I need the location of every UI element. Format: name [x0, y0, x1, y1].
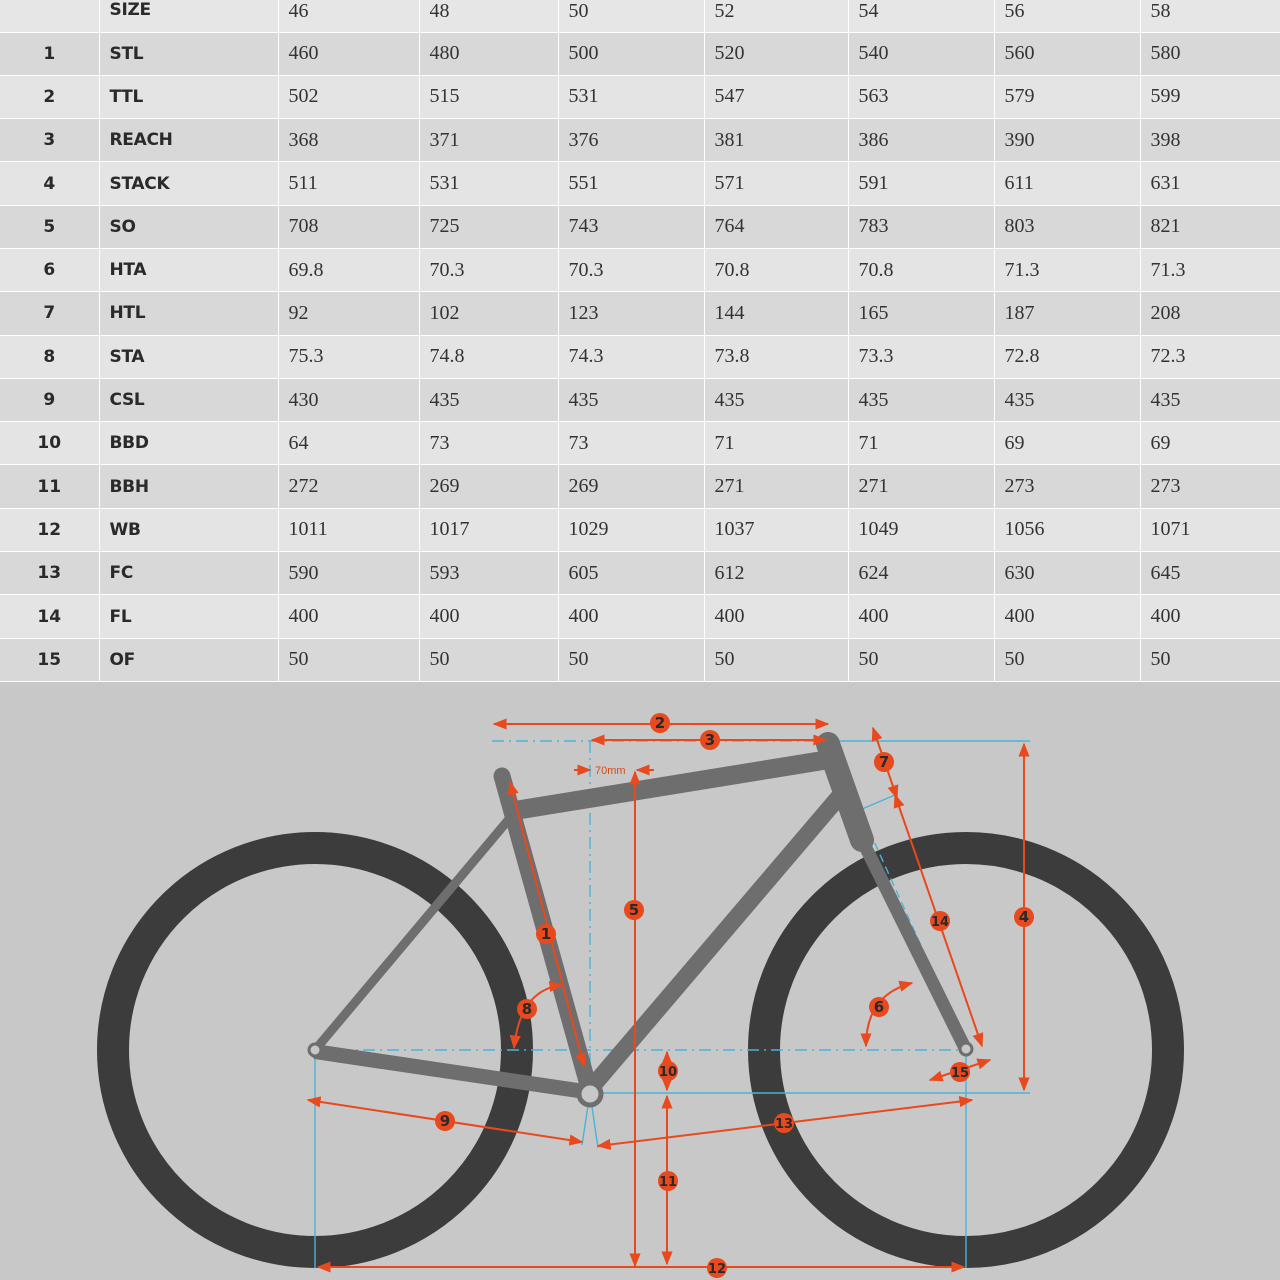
dimension-marker-2 [650, 713, 670, 733]
row-abbreviation: BBH [99, 465, 278, 508]
row-abbreviation: HTA [99, 248, 278, 291]
table-cell: 764 [704, 205, 848, 248]
row-number: 13 [0, 552, 99, 595]
table-row [0, 248, 1280, 291]
table-cell: 547 [704, 75, 848, 118]
table-cell: 102 [419, 292, 558, 335]
table-cell: 390 [994, 119, 1140, 162]
table-cell: 70.3 [558, 248, 704, 291]
table-cell: 398 [1140, 119, 1280, 162]
table-cell: 571 [704, 162, 848, 205]
table-cell: 531 [558, 75, 704, 118]
table-cell: 123 [558, 292, 704, 335]
dimension-marker-label: 11 [658, 1175, 678, 1190]
table-cell: 612 [704, 552, 848, 595]
table-cell: 435 [994, 378, 1140, 421]
bike-geometry-diagram [0, 696, 1280, 1280]
table-cell: 269 [419, 465, 558, 508]
table-cell: 376 [558, 119, 704, 162]
row-number: 9 [0, 378, 99, 421]
dimension-marker-label: 8 [521, 1000, 533, 1018]
dimension-marker-6 [869, 997, 889, 1017]
table-cell: 540 [848, 32, 994, 75]
table-header-row [0, 0, 1280, 32]
size-header-cell: 56 [994, 0, 1140, 32]
dimension-marker-4 [1014, 907, 1034, 927]
table-cell: 551 [558, 162, 704, 205]
table-cell: 502 [278, 75, 419, 118]
table-cell: 371 [419, 119, 558, 162]
table-cell: 50 [704, 638, 848, 681]
table-cell: 400 [848, 595, 994, 638]
row-abbreviation: STA [99, 335, 278, 378]
dimension-marker-label: 7 [878, 753, 890, 771]
table-cell: 1056 [994, 508, 1140, 551]
table-row [0, 335, 1280, 378]
table-cell: 480 [419, 32, 558, 75]
dimension-marker-label: 1 [540, 925, 552, 943]
table-cell: 50 [419, 638, 558, 681]
table-cell: 72.8 [994, 335, 1140, 378]
dimension-marker-14 [930, 911, 950, 931]
table-cell: 71.3 [994, 248, 1140, 291]
row-number: 6 [0, 248, 99, 291]
table-cell: 599 [1140, 75, 1280, 118]
table-cell: 50 [558, 638, 704, 681]
row-abbreviation: STL [99, 32, 278, 75]
dimension-marker-11 [658, 1171, 678, 1191]
table-cell: 73 [419, 422, 558, 465]
table-cell: 645 [1140, 552, 1280, 595]
table-cell: 273 [1140, 465, 1280, 508]
table-cell: 400 [558, 595, 704, 638]
table-cell: 70.8 [704, 248, 848, 291]
size-header-cell: 52 [704, 0, 848, 32]
table-cell: 1011 [278, 508, 419, 551]
row-abbreviation: BBD [99, 422, 278, 465]
row-number: 5 [0, 205, 99, 248]
table-row [0, 378, 1280, 421]
table-row [0, 75, 1280, 118]
table-cell: 435 [558, 378, 704, 421]
table-cell: 50 [994, 638, 1140, 681]
table-cell: 69 [994, 422, 1140, 465]
table-cell: 165 [848, 292, 994, 335]
dimension-marker-15 [950, 1062, 970, 1082]
table-cell: 69 [1140, 422, 1280, 465]
dimension-marker-label: 15 [950, 1066, 970, 1081]
table-row [0, 552, 1280, 595]
table-cell: 520 [704, 32, 848, 75]
bike-frame [309, 744, 972, 1105]
dimension-marker-13 [774, 1113, 794, 1133]
table-row [0, 205, 1280, 248]
dimension-marker-label: 12 [707, 1262, 727, 1277]
table-cell: 743 [558, 205, 704, 248]
dimension-marker-5 [624, 900, 644, 920]
table-cell: 381 [704, 119, 848, 162]
table-cell: 74.3 [558, 335, 704, 378]
table-row [0, 422, 1280, 465]
table-row [0, 119, 1280, 162]
table-cell: 271 [704, 465, 848, 508]
table-cell: 73.3 [848, 335, 994, 378]
dimension-marker-label: 5 [628, 901, 640, 919]
size-header-cell: 50 [558, 0, 704, 32]
table-cell: 708 [278, 205, 419, 248]
table-cell: 515 [419, 75, 558, 118]
dimension-marker-9 [435, 1111, 455, 1131]
dimension-marker-7 [874, 752, 894, 772]
table-row [0, 465, 1280, 508]
row-abbreviation: HTL [99, 292, 278, 335]
table-row [0, 162, 1280, 205]
table-cell: 400 [1140, 595, 1280, 638]
table-cell: 531 [419, 162, 558, 205]
table-cell: 580 [1140, 32, 1280, 75]
dimension-marker-label: 13 [774, 1117, 794, 1132]
size-header-cell: 54 [848, 0, 994, 32]
dimension-marker-label: 9 [439, 1112, 451, 1130]
dimension-marker-label: 10 [658, 1065, 678, 1080]
table-cell: 187 [994, 292, 1140, 335]
offset-label: 70mm [595, 765, 626, 777]
table-cell: 73 [558, 422, 704, 465]
row-number: 12 [0, 508, 99, 551]
row-abbreviation: CSL [99, 378, 278, 421]
row-number: 2 [0, 75, 99, 118]
size-header-cell: 58 [1140, 0, 1280, 32]
table-cell: 73.8 [704, 335, 848, 378]
table-cell: 400 [994, 595, 1140, 638]
row-abbreviation: FL [99, 595, 278, 638]
table-cell: 460 [278, 32, 419, 75]
dimension-marker-1 [536, 924, 556, 944]
table-cell: 1029 [558, 508, 704, 551]
table-cell: 269 [558, 465, 704, 508]
dimension-marker-label: 3 [704, 731, 716, 749]
row-number: 8 [0, 335, 99, 378]
table-cell: 560 [994, 32, 1140, 75]
dimension-marker-label: 2 [654, 714, 666, 732]
table-cell: 271 [848, 465, 994, 508]
row-number: 3 [0, 119, 99, 162]
table-cell: 590 [278, 552, 419, 595]
table-cell: 400 [419, 595, 558, 638]
table-cell: 783 [848, 205, 994, 248]
table-cell: 50 [1140, 638, 1280, 681]
row-abbreviation: OF [99, 638, 278, 681]
row-number: 4 [0, 162, 99, 205]
row-abbreviation: SO [99, 205, 278, 248]
table-cell: 511 [278, 162, 419, 205]
table-cell: 70.3 [419, 248, 558, 291]
dimension-marker-8 [517, 999, 537, 1019]
table-cell: 368 [278, 119, 419, 162]
table-cell: 563 [848, 75, 994, 118]
table-cell: 71.3 [1140, 248, 1280, 291]
row-abbreviation: TTL [99, 75, 278, 118]
table-cell: 71 [704, 422, 848, 465]
dimension-marker-3 [700, 730, 720, 750]
table-cell: 92 [278, 292, 419, 335]
table-cell: 400 [278, 595, 419, 638]
row-abbreviation: WB [99, 508, 278, 551]
table-cell: 1017 [419, 508, 558, 551]
table-cell: 821 [1140, 205, 1280, 248]
table-cell: 579 [994, 75, 1140, 118]
table-cell: 272 [278, 465, 419, 508]
table-cell: 50 [848, 638, 994, 681]
row-abbreviation: REACH [99, 119, 278, 162]
row-number: 11 [0, 465, 99, 508]
row-number: 14 [0, 595, 99, 638]
table-row [0, 638, 1280, 681]
row-number: 1 [0, 32, 99, 75]
table-header-index [0, 0, 99, 32]
dimension-marker-label: 6 [873, 998, 885, 1016]
row-number: 10 [0, 422, 99, 465]
table-cell: 591 [848, 162, 994, 205]
table-cell: 803 [994, 205, 1140, 248]
table-header-label: SIZE [99, 0, 278, 32]
table-row [0, 292, 1280, 335]
table-cell: 273 [994, 465, 1140, 508]
table-cell: 69.8 [278, 248, 419, 291]
dimension-marker-12 [707, 1258, 727, 1278]
table-cell: 611 [994, 162, 1140, 205]
row-number: 15 [0, 638, 99, 681]
table-cell: 430 [278, 378, 419, 421]
table-cell: 725 [419, 205, 558, 248]
table-cell: 64 [278, 422, 419, 465]
table-cell: 74.8 [419, 335, 558, 378]
table-cell: 208 [1140, 292, 1280, 335]
table-cell: 1049 [848, 508, 994, 551]
table-cell: 75.3 [278, 335, 419, 378]
table-cell: 630 [994, 552, 1140, 595]
dimension-marker-label: 14 [930, 915, 950, 930]
dimension-marker-label: 4 [1018, 908, 1030, 926]
table-cell: 72.3 [1140, 335, 1280, 378]
row-abbreviation: STACK [99, 162, 278, 205]
table-cell: 400 [704, 595, 848, 638]
table-cell: 1037 [704, 508, 848, 551]
table-cell: 435 [848, 378, 994, 421]
table-row [0, 508, 1280, 551]
table-cell: 386 [848, 119, 994, 162]
table-cell: 144 [704, 292, 848, 335]
table-cell: 500 [558, 32, 704, 75]
table-cell: 631 [1140, 162, 1280, 205]
size-header-cell: 48 [419, 0, 558, 32]
table-cell: 71 [848, 422, 994, 465]
table-cell: 50 [278, 638, 419, 681]
table-cell: 1071 [1140, 508, 1280, 551]
table-row [0, 595, 1280, 638]
table-cell: 593 [419, 552, 558, 595]
row-number: 7 [0, 292, 99, 335]
table-cell: 435 [1140, 378, 1280, 421]
size-header-cell: 46 [278, 0, 419, 32]
row-abbreviation: FC [99, 552, 278, 595]
table-cell: 605 [558, 552, 704, 595]
table-cell: 624 [848, 552, 994, 595]
table-cell: 70.8 [848, 248, 994, 291]
table-row [0, 32, 1280, 75]
table-cell: 435 [704, 378, 848, 421]
table-cell: 435 [419, 378, 558, 421]
dimension-marker-10 [658, 1061, 678, 1081]
